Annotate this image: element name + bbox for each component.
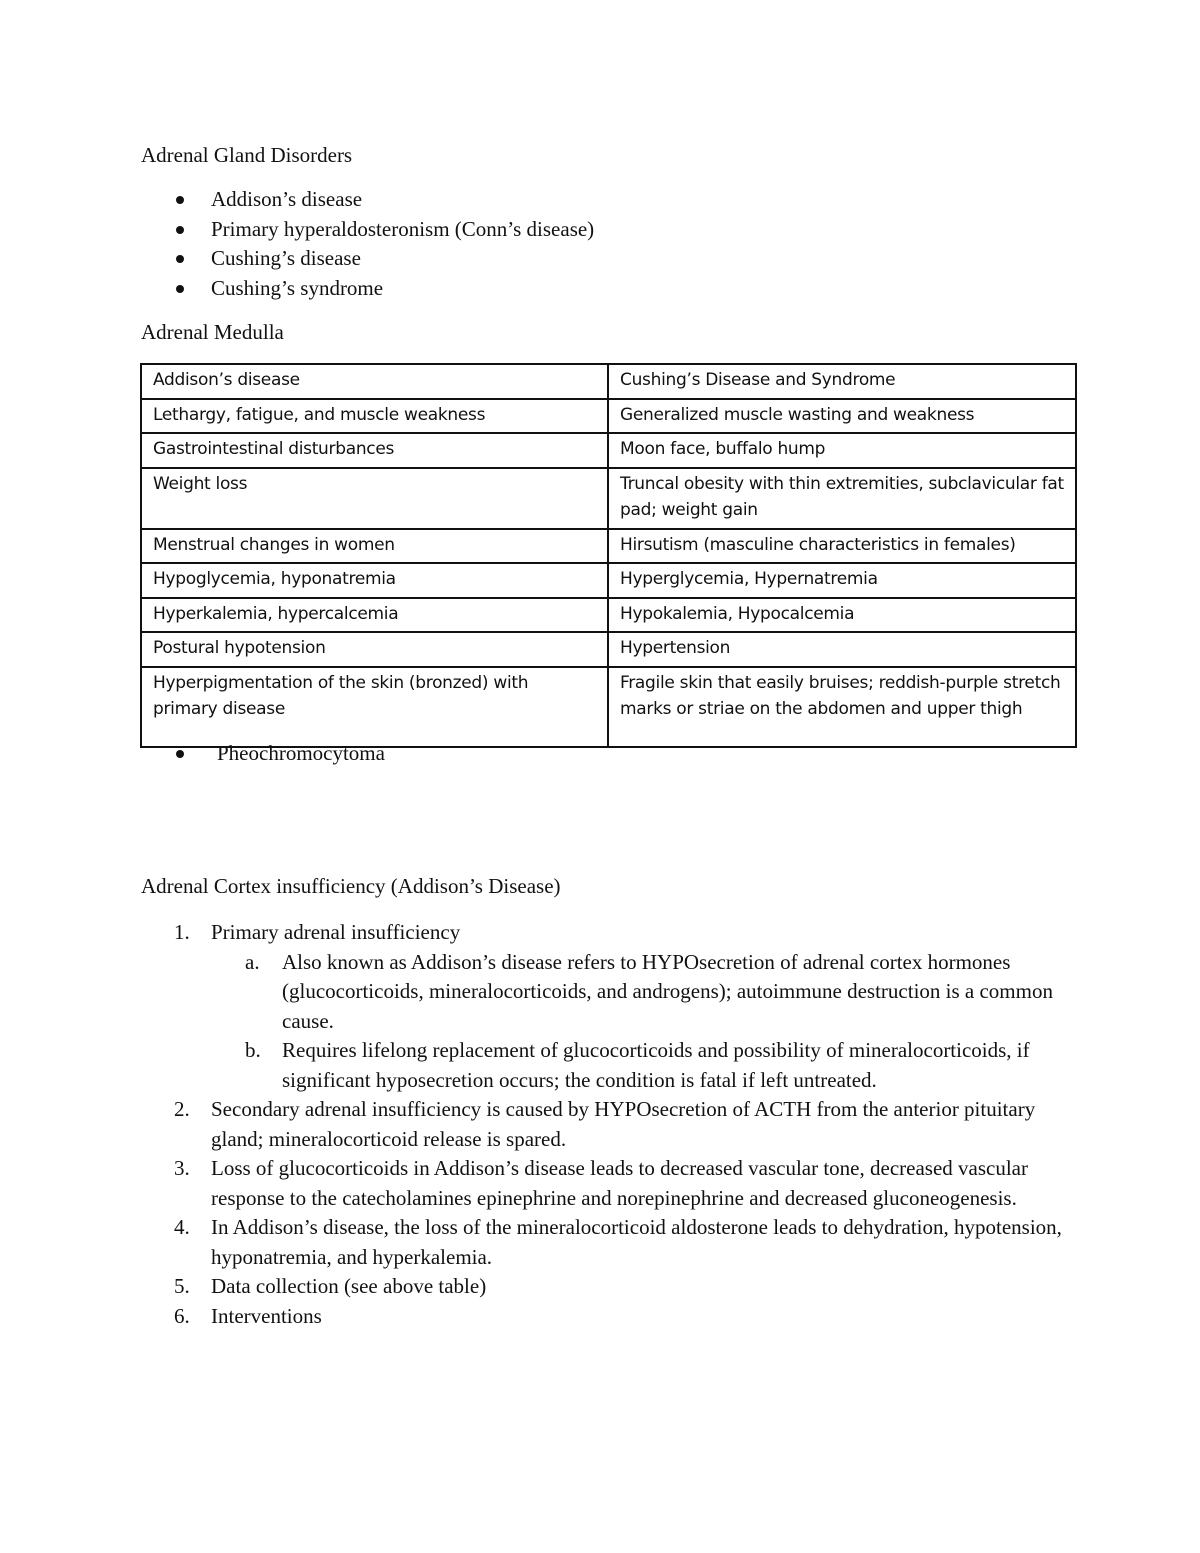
table-cell: Moon face, buffalo hump	[608, 433, 1076, 468]
table-cell: Generalized muscle wasting and weakness	[608, 399, 1076, 434]
list-item-text: Interventions	[211, 1303, 322, 1328]
document-title: Adrenal Gland Disorders	[141, 143, 353, 167]
table-header-row	[141, 364, 1076, 399]
list-number: 4.	[174, 1215, 190, 1239]
table-cell: Hyperglycemia, Hypernatremia	[608, 563, 1076, 598]
list-number: 6.	[174, 1303, 190, 1328]
disorders-list	[141, 185, 594, 303]
medulla-list	[141, 739, 385, 769]
list-number: 3.	[174, 1156, 190, 1180]
comparison-table	[140, 363, 1077, 748]
list-letter: b.	[245, 1038, 261, 1062]
sub-list-item-text: Also known as Addison’s disease refers to HYPOsecretion of adrenal cortex hormones (glucocorticoids, mineralocorticoids, and androgens); autoimmune destruction is a common cause.	[282, 949, 1053, 1033]
table-row	[141, 598, 1076, 633]
table-row	[141, 433, 1076, 468]
list-item: Addison’s disease	[141, 185, 594, 215]
table-cell: Menstrual changes in women	[141, 529, 608, 564]
list-item-text: In Addison’s disease, the loss of the mineralocorticoid aldosterone leads to dehydration, hypotension, hyponatremia, and hyperkalemia.	[211, 1215, 1062, 1269]
table-cell: Weight loss	[141, 468, 608, 529]
list-letter: a.	[245, 949, 260, 974]
table-cell: Lethargy, fatigue, and muscle weakness	[141, 399, 608, 434]
section-heading-cortex: Adrenal Cortex insufficiency (Addison’s Disease)	[141, 874, 561, 898]
list-item-text: Secondary adrenal insufficiency is caused by HYPOsecretion of ACTH from the anterior pituitary gland; mineralocorticoid release is spared.	[211, 1097, 1036, 1151]
list-item: Primary hyperaldosteronism (Conn’s disease)	[141, 215, 594, 245]
table-row	[141, 468, 1076, 529]
table-cell: Hypokalemia, Hypocalcemia	[608, 598, 1076, 633]
list-number: 2.	[174, 1097, 190, 1121]
table-cell: Hypoglycemia, hyponatremia	[141, 563, 608, 598]
list-item: Cushing’s disease	[141, 244, 594, 274]
list-item-text: Data collection (see above table)	[211, 1274, 487, 1298]
table-cell: Truncal obesity with thin extremities, subclavicular fat pad; weight gain	[608, 468, 1076, 529]
table-row	[141, 529, 1076, 564]
list-item: Cushing’s syndrome	[141, 274, 594, 304]
cortex-list	[141, 918, 1071, 1331]
list-item	[141, 1213, 1071, 1272]
table-cell: Hyperkalemia, hypercalcemia	[141, 598, 608, 633]
list-item	[141, 1154, 1071, 1213]
list-item	[141, 1272, 1071, 1302]
list-item: Pheochromocytoma	[141, 739, 385, 769]
list-item	[141, 1302, 1071, 1332]
table-row	[141, 399, 1076, 434]
table-cell: Hirsutism (masculine characteristics in females)	[608, 529, 1076, 564]
table-cell: Hypertension	[608, 632, 1076, 667]
list-number: 5.	[174, 1274, 190, 1298]
list-number: 1.	[174, 920, 190, 944]
table-row	[141, 667, 1076, 747]
sub-list-item-text: Requires lifelong replacement of glucocorticoids and possibility of mineralocorticoids, if significant hyposecretion occurs; the condition is fatal if left untreated.	[282, 1038, 1030, 1092]
table-header-cell: Addison’s disease	[141, 364, 608, 399]
table-cell: Postural hypotension	[141, 632, 608, 667]
list-item	[141, 1095, 1071, 1154]
sub-list-item	[211, 948, 1071, 1037]
table-cell: Gastrointestinal disturbances	[141, 433, 608, 468]
table-header-cell: Cushing’s Disease and Syndrome	[608, 364, 1076, 399]
table-row	[141, 632, 1076, 667]
table-cell: Fragile skin that easily bruises; reddish-purple stretch marks or striae on the abdomen and upper thigh	[608, 667, 1076, 747]
table-cell: Hyperpigmentation of the skin (bronzed) with primary disease	[141, 667, 608, 747]
sub-list-item	[211, 1036, 1071, 1095]
section-heading-medulla: Adrenal Medulla	[141, 320, 284, 344]
list-item-text: Loss of glucocorticoids in Addison’s disease leads to decreased vascular tone, decreased vascular response to the catecholamines epinephrine and norepinephrine and decreased gluconeogenesis.	[211, 1156, 1028, 1210]
table-row	[141, 563, 1076, 598]
list-item	[141, 918, 1071, 1095]
list-item-text: Primary adrenal insufficiency	[211, 920, 461, 944]
sub-list	[211, 948, 1071, 1096]
